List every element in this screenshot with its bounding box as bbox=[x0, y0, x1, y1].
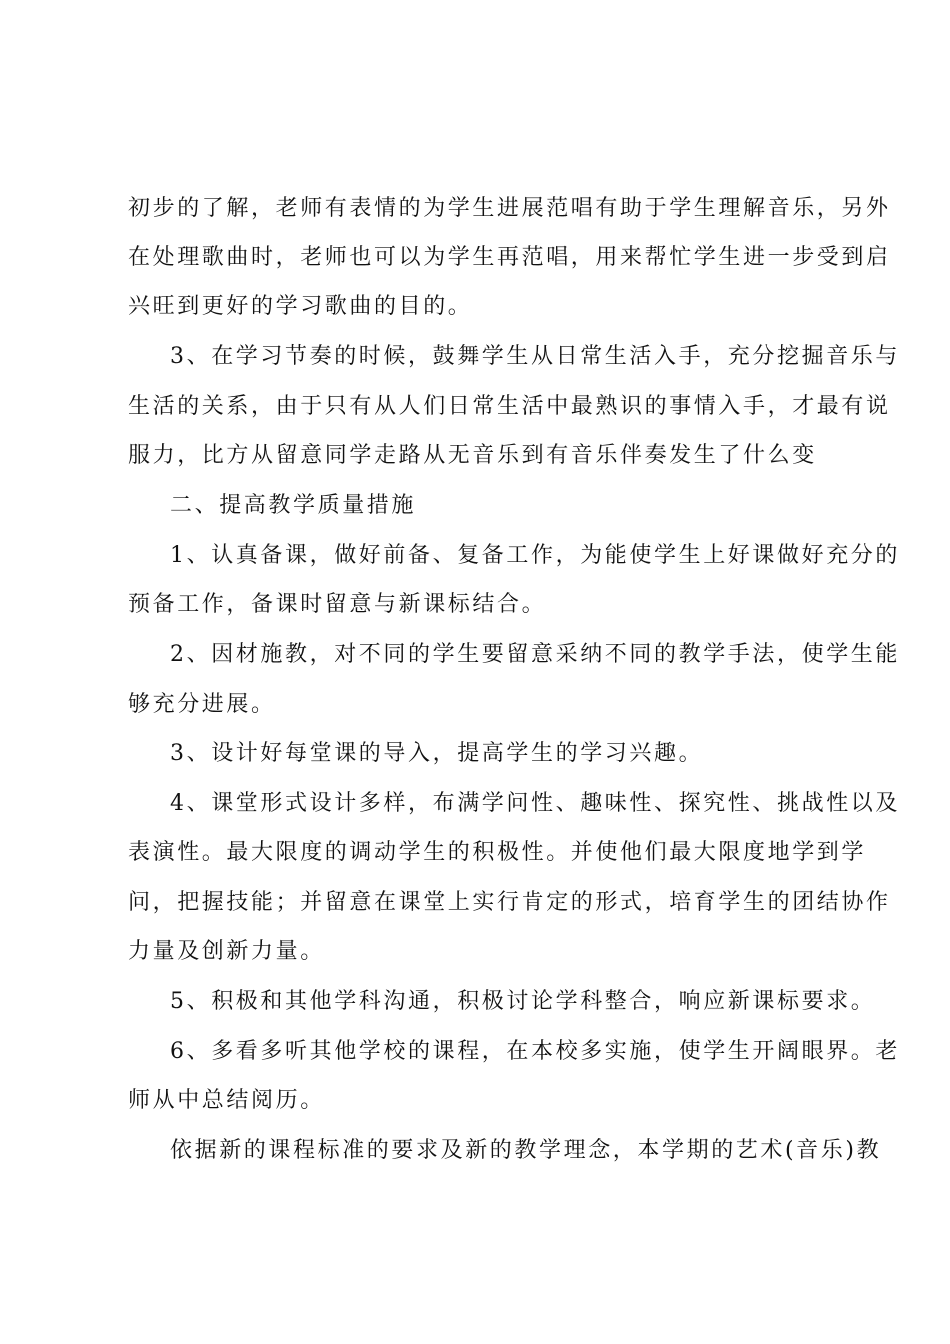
paragraph-line: 师从中总结阅历。 bbox=[128, 1088, 325, 1113]
paragraph-line: 问，把握技能；并留意在课堂上实行肯定的形式，培育学生的团结协作 bbox=[128, 890, 891, 915]
section-heading: 二、提高教学质量措施 bbox=[170, 493, 417, 518]
paragraph-line: 初步的了解，老师有表情的为学生进展范唱有助于学生理解音乐，另外 bbox=[128, 196, 891, 221]
paragraph-line: 服力，比方从留意同学走路从无音乐到有音乐伴奏发生了什么变 bbox=[128, 443, 817, 468]
paragraph-line: 2、因材施教，对不同的学生要留意采纳不同的教学手法，使学生能 bbox=[170, 642, 900, 667]
paragraph-line: 3、设计好每堂课的导入，提高学生的学习兴趣。 bbox=[170, 741, 704, 766]
paragraph-line: 预备工作，备课时留意与新课标结合。 bbox=[128, 592, 547, 617]
paragraph-line: 力量及创新力量。 bbox=[128, 939, 325, 964]
paragraph-line: 依据新的课程标准的要求及新的教学理念，本学期的艺术(音乐)教 bbox=[170, 1138, 882, 1163]
paragraph-line: 1、认真备课，做好前备、复备工作，为能使学生上好课做好充分的 bbox=[170, 543, 900, 568]
paragraph-line: 兴旺到更好的学习歌曲的目的。 bbox=[128, 294, 473, 319]
paragraph-line: 够充分进展。 bbox=[128, 692, 276, 717]
paragraph-line: 3、在学习节奏的时候，鼓舞学生从日常生活入手，充分挖掘音乐与 bbox=[170, 344, 900, 369]
paragraph-line: 在处理歌曲时，老师也可以为学生再范唱，用来帮忙学生进一步受到启 bbox=[128, 245, 891, 270]
paragraph-line: 6、多看多听其他学校的课程，在本校多实施，使学生开阔眼界。老 bbox=[170, 1039, 900, 1064]
paragraph-line: 4、课堂形式设计多样，布满学问性、趣味性、探究性、挑战性以及 bbox=[170, 791, 900, 816]
paragraph-line: 生活的关系，由于只有从人们日常生活中最熟识的事情入手，才最有说 bbox=[128, 394, 891, 419]
paragraph-line: 5、积极和其他学科沟通，积极讨论学科整合，响应新课标要求。 bbox=[170, 989, 876, 1014]
paragraph-line: 表演性。最大限度的调动学生的积极性。并使他们最大限度地学到学 bbox=[128, 840, 867, 865]
